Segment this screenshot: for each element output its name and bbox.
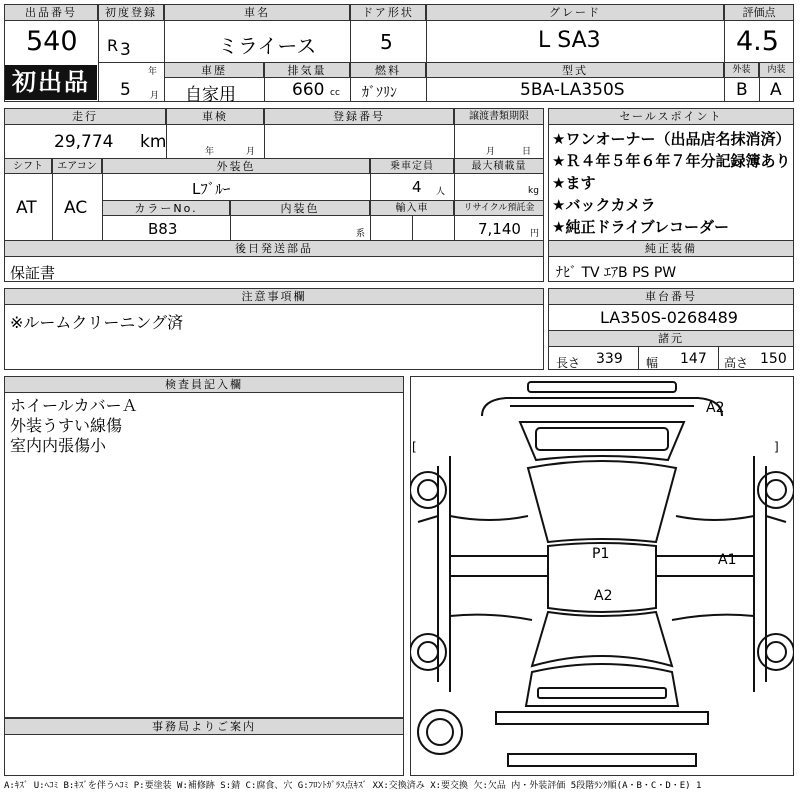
transfer-day-unit: 日 [522,147,532,157]
car-name-header: 車名 [164,4,350,21]
max-load-unit: kg [528,186,539,196]
import-header: 輸入車 [370,200,454,216]
displacement-header: 排気量 [264,62,350,78]
interior-color-header: 内装色 [230,200,370,216]
office-header: 事務局よりご案内 [4,718,404,735]
damage-mark: A2 [594,588,613,604]
registration-year: 3 [120,40,131,60]
height-label: 高さ [724,356,749,370]
specs-header: 諸元 [548,330,794,347]
mileage-unit: km [140,132,167,152]
air-conditioner: AC [64,198,88,218]
max-load-header: 最大積載量 [454,158,544,174]
sales-point: ★Ｒ４年５年６年７年分記録簿あり [552,152,791,170]
capacity-unit: 人 [436,187,446,197]
inspection-year-unit: 年 [205,147,215,157]
exterior-color-header: 外装色 [102,158,370,174]
sales-point: ★ます [552,174,596,192]
door-type-header: ドア形状 [350,4,426,21]
color-number-header: カラーNo. [102,200,230,216]
later-parts: 保証書 [10,264,56,282]
interior-color-unit: 系 [356,229,366,239]
length-label: 長さ [556,356,581,370]
inspection-header: 車検 [166,108,264,125]
grade-header: グレード [426,4,724,21]
era-prefix: R [107,36,119,55]
exterior-grade: B [736,80,748,100]
model-header: 型式 [426,62,724,78]
shift: AT [16,198,37,218]
inspector-note: ホイールカバーＡ [10,396,138,415]
damage-mark: P1 [592,546,610,562]
fuel-header: 燃料 [350,62,426,78]
sales-point: ★ワンオーナー（出品店名抹消済） [552,130,791,148]
exterior-color: Lﾌﾞﾙｰ [192,180,231,198]
shift-header: シフト [4,158,52,174]
ac-header: エアコン [52,158,102,174]
width-label: 幅 [646,356,659,370]
first-registration-header: 初度登録 [98,4,164,21]
score-header: 評価点 [724,4,794,21]
month-unit: 月 [150,91,160,101]
sales-point: ★バックカメラ [552,196,656,214]
legend: A:ｷｽﾞ U:ﾍｺﾐ B:ｷｽﾞを伴うﾍｺﾐ P:要塗装 W:補修跡 S:錆 C:腐食、穴 G:ﾌﾛﾝﾄｶﾞﾗｽ点ｷｽﾞ XX:交換済み X:要交換 欠:欠品 内・外装評価 5段階ﾗﾝｸ順(A・B・C・D・E) 1 [4,781,702,791]
displacement: 660 [292,80,325,100]
registration-month: 5 [120,80,131,100]
notes: ※ルームクリーニング済 [10,313,184,332]
sales-points-header: セールスポイント [548,108,794,125]
equipment-header: 純正装備 [548,240,794,257]
model-code: 5BA-LA350S [520,80,625,100]
color-number: B83 [148,220,178,238]
transfer-month-unit: 月 [486,147,496,157]
sales-points-list [552,128,790,238]
lot-number: 540 [26,26,78,57]
mileage: 29,774 [54,132,114,152]
plate-number-header: 登録番号 [264,108,454,125]
later-parts-header: 後日発送部品 [4,240,544,257]
damage-mark: A1 [718,552,737,568]
year-unit: 年 [148,67,158,77]
chassis-number: LA350S-0268489 [600,308,738,327]
door-type: 5 [380,30,393,54]
equipment: ﾅﾋﾞ TV ｴｱB PS PW [556,265,677,281]
chassis-header: 車台番号 [548,288,794,305]
score: 4.5 [736,26,779,57]
inspector-header: 検査員記入欄 [4,376,404,393]
width-value: 147 [680,351,707,367]
inspector-note: 外装うすい線傷 [10,416,123,435]
recycle-fee-header: リサイクル預託金 [454,200,544,216]
car-diagram [410,376,794,776]
inspection-month-unit: 月 [246,147,256,157]
interior-header: 内装 [759,62,794,78]
damage-mark: A2 [706,400,725,416]
mileage-header: 走行 [4,108,166,125]
history-header: 車歴 [164,62,264,78]
displacement-unit: cc [330,88,340,98]
length-value: 339 [596,351,623,367]
grade: L SA3 [538,28,601,53]
sales-point: ★純正ドライブレコーダー [552,218,729,236]
inspector-notes [10,396,138,456]
history: 自家用 [185,85,236,105]
exterior-header: 外装 [724,62,759,78]
inspector-note: 室内内張傷小 [10,436,107,455]
capacity: 4 [412,178,422,196]
capacity-header: 乗車定員 [370,158,454,174]
car-name: ミライース [218,34,317,58]
notes-header: 注意事項欄 [4,288,544,305]
interior-grade: A [770,80,782,100]
bracket-left: [ [412,440,417,454]
fuel: ｶﾞｿﾘﾝ [362,85,397,101]
lot-number-header: 出品番号 [4,4,98,21]
height-value: 150 [760,351,787,367]
transfer-deadline-header: 譲渡書類期限 [454,108,544,125]
bracket-right: ] [774,440,779,454]
first-listing-badge: 初出品 [5,65,97,100]
recycle-fee-unit: 円 [530,229,540,239]
recycle-fee: 7,140 [478,220,521,238]
